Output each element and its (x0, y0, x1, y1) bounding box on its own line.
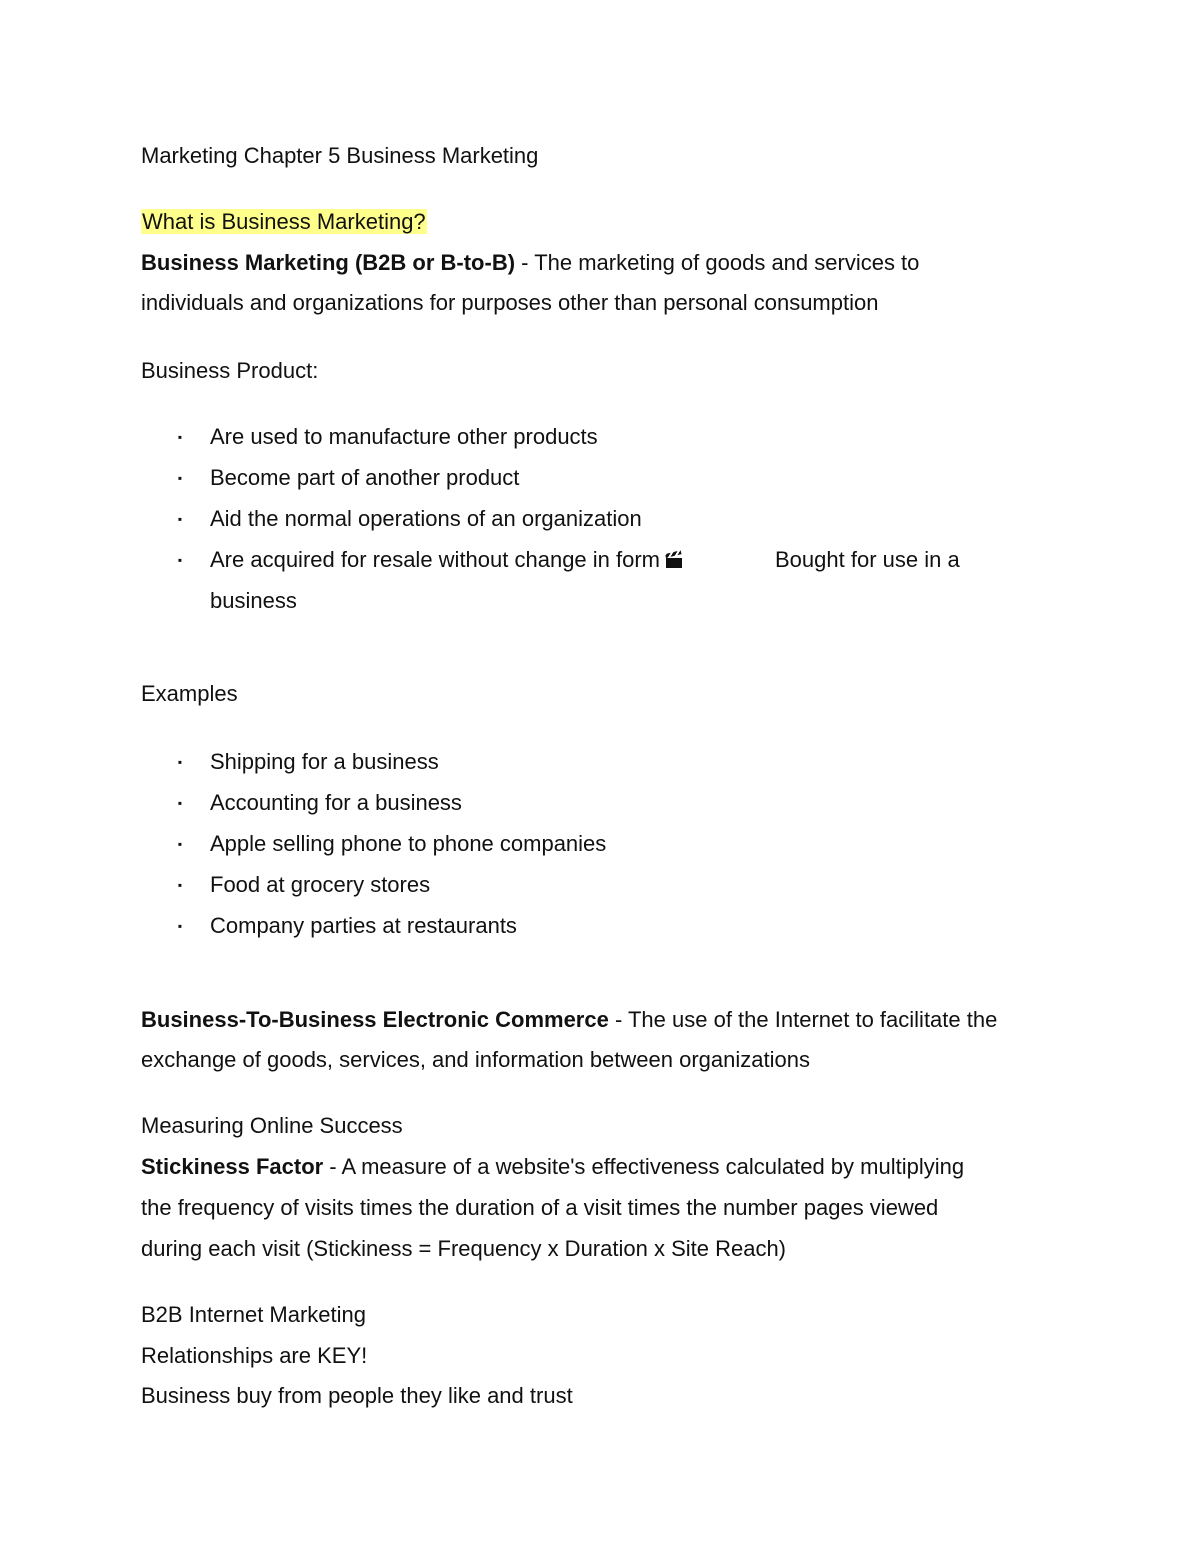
list-item-text: Aid the normal operations of an organization (210, 506, 642, 531)
bullet-icon: ▪ (177, 471, 183, 485)
bullet-icon: ▪ (177, 796, 183, 810)
term-b2b-ecommerce: Business-To-Business Electronic Commerce (141, 1007, 609, 1032)
list-item-text: Company parties at restaurants (210, 913, 517, 938)
definition-stickiness-cont: during each visit (Stickiness = Frequency x Duration x Site Reach) (141, 1236, 787, 1261)
highlighted-heading: What is Business Marketing? (142, 209, 426, 234)
list-item-text (210, 546, 682, 574)
section-heading-online-success: Measuring Online Success (141, 1113, 403, 1138)
list-item-text: Accounting for a business (210, 790, 462, 815)
paragraph-line: Relationships are KEY! (141, 1343, 368, 1368)
list-item-text: business (210, 588, 297, 613)
document-title: Marketing Chapter 5 Business Marketing (141, 143, 539, 168)
bullet-icon: ▪ (177, 553, 183, 567)
list-item-text: Are used to manufacture other products (210, 424, 598, 449)
business-product-label: Business Product: (141, 358, 319, 383)
bullet-icon: ▪ (177, 878, 183, 892)
bullet-icon: ▪ (177, 919, 183, 933)
definition-text: - A measure of a website's effectiveness calculated by multiplying (323, 1154, 965, 1179)
definition-text: - The marketing of goods and services to (515, 250, 920, 275)
definition-b2b-ecommerce (141, 1006, 997, 1034)
definition-text: - The use of the Internet to facilitate the (608, 1007, 998, 1032)
bullet-icon: ▪ (177, 430, 183, 444)
bullet-icon: ▪ (177, 512, 183, 526)
section-heading-internet-marketing: B2B Internet Marketing (141, 1302, 367, 1327)
bullet-icon: ▪ (177, 755, 183, 769)
section-heading-what-is-business-marketing (141, 208, 427, 236)
list-item-text-part: Are acquired for resale without change in form (210, 547, 661, 572)
term-business-marketing: Business Marketing (B2B or B-to-B) (141, 250, 516, 275)
list-item-text-after-icon: Bought for use in a (775, 547, 960, 572)
definition-b2b-ecommerce-cont: exchange of goods, services, and information between organizations (141, 1047, 810, 1072)
definition-business-marketing (141, 249, 919, 277)
bullet-icon: ▪ (177, 837, 183, 851)
definition-stickiness-cont: the frequency of visits times the duration of a visit times the number pages viewed (141, 1195, 939, 1220)
clapper-board-icon (666, 554, 682, 568)
list-item-text: Food at grocery stores (210, 872, 431, 897)
list-item-text: Shipping for a business (210, 749, 439, 774)
definition-business-marketing-cont: individuals and organizations for purposes other than personal consumption (141, 290, 879, 315)
term-stickiness-factor: Stickiness Factor (141, 1154, 324, 1179)
list-item-text: Apple selling phone to phone companies (210, 831, 607, 856)
paragraph-line: Business buy from people they like and trust (141, 1383, 573, 1408)
definition-stickiness (141, 1153, 964, 1181)
list-item-text: Become part of another product (210, 465, 520, 490)
examples-label: Examples (141, 681, 238, 706)
